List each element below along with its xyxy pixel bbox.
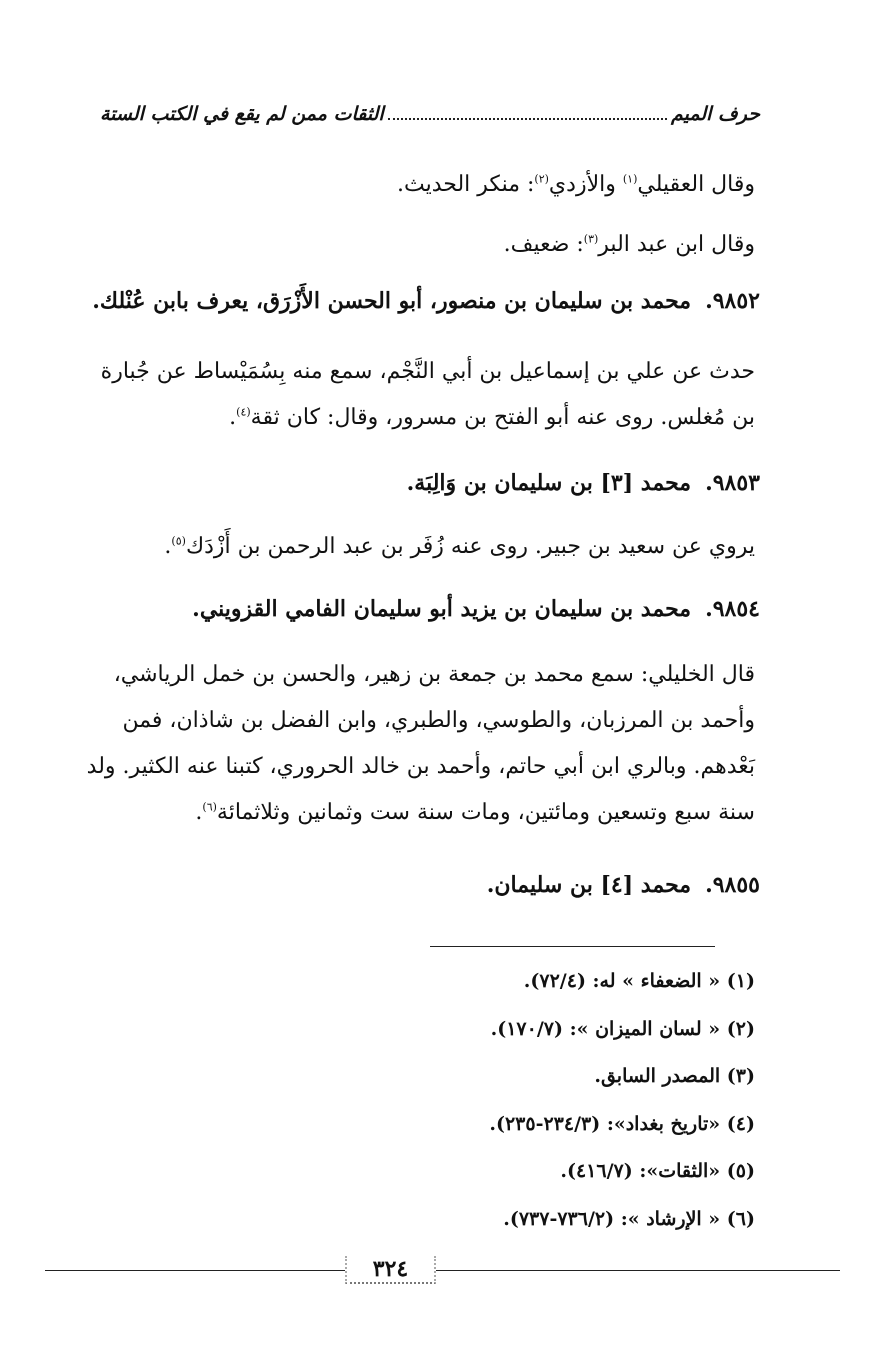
entry-title: محمد [٣] بن سليمان بن وَالِبَة. — [406, 470, 692, 496]
text-paragraph: وقال العقيلي$^{(١)}$ والأزدي$^{(٢)}$: منكر الحديث. — [397, 172, 755, 197]
footer-rule-left — [45, 1270, 345, 1271]
book-title: الثقات ممن لم يقع في الكتب الستة — [100, 103, 384, 125]
entry-title: محمد بن سليمان بن منصور، أبو الحسن الأَزْرَق، يعرف بابن عُنْلك. — [92, 288, 692, 314]
text-paragraph: وقال ابن عبد البر$^{(٣)}$: ضعيف. — [503, 232, 755, 257]
footnotes — [200, 958, 755, 1243]
entry-heading — [90, 872, 760, 898]
page-number: ٣٢٤ — [345, 1256, 436, 1284]
entry-heading — [90, 596, 760, 622]
header-dots — [388, 106, 667, 120]
footnote-divider — [430, 946, 715, 947]
footnote-ref: (٣) — [583, 232, 599, 246]
footnote-ref: (٤) — [236, 405, 251, 419]
footnote: (٢) « لسان الميزان »: (١٧٠/٧). — [490, 1017, 755, 1040]
footnote: (٥) «الثقات»: (٤١٦/٧). — [560, 1160, 755, 1182]
entry-number: ٩٨٥٤. — [705, 596, 760, 622]
chapter-title: حرف الميم — [671, 103, 760, 125]
entry-title: محمد بن سليمان بن يزيد أبو سليمان الفامي القزويني. — [192, 596, 692, 622]
entry-heading — [90, 288, 760, 314]
footnote-ref: (٦) — [202, 800, 217, 814]
entry-number: ٩٨٥٣. — [705, 470, 760, 496]
entry-title: محمد [٤] بن سليمان. — [486, 872, 692, 898]
footnote: (٣) المصدر السابق. — [594, 1065, 755, 1087]
entry-number: ٩٨٥٥. — [705, 872, 760, 898]
footnote-ref: (٥) — [171, 534, 186, 548]
running-header — [100, 103, 760, 125]
footnote: (٤) «تاريخ بغداد»: (٢٣٤/٣-٢٣٥). — [489, 1112, 755, 1135]
text-paragraph: يروي عن سعيد بن جبير. روى عنه زُفَر بن عبد الرحمن بن أَزْدَك$^{(٥)}$. — [164, 534, 755, 559]
footer-rule-right — [432, 1270, 840, 1271]
footnote-ref: (٢) — [534, 172, 549, 186]
entry-heading — [90, 470, 760, 496]
entry-number: ٩٨٥٢. — [705, 288, 760, 314]
footnote: (٦) « الإرشاد »: (٧٣٦/٢-٧٣٧). — [503, 1207, 755, 1230]
text-paragraph: قال الخليلي: سمع محمد بن جمعة بن زهير، والحسن بن خمل الرياشي، وأحمد بن المرزبان، والطوسي، والطبري، وابن الفضل بن شاذان، فمن بَعْدهم. وبالري ابن أبي حاتم، وأحمد بن خالد الحروري، كتبنا عنه الكثير. ولد سنة سبع وتسعين ومائتين، ومات سنة ست وثمانين وثلاثمائة$^{(٦)}$. — [86, 662, 755, 825]
footnote: (١) « الضعفاء » له: (٧٢/٤). — [523, 970, 755, 992]
text-paragraph: حدث عن علي بن إسماعيل بن أبي النَّجْم، سمع منه بِسُمَيْساط عن جُبارة بن مُغلس. روى عنه أبو الفتح بن مسرور، وقال: كان ثقة$^{(٤)}$. — [100, 359, 755, 430]
footnote-ref: (١) — [622, 172, 638, 186]
